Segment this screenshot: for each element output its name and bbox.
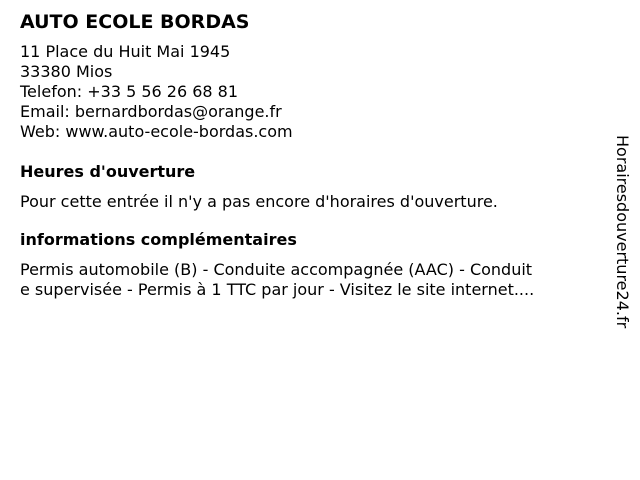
phone-line[interactable]: Telefon: +33 5 56 26 68 81 — [20, 82, 239, 101]
street-address: 11 Place du Huit Mai 1945 — [20, 42, 231, 61]
additional-info-heading: informations complémentaires — [20, 230, 297, 249]
business-card — [20, 10, 600, 300]
additional-info-line-2: e supervisée - Permis à 1 TTC par jour - Visitez le site internet.... — [20, 280, 535, 299]
email-line[interactable]: Email: bernardbordas@orange.fr — [20, 102, 282, 121]
postal-city: 33380 Mios — [20, 62, 113, 81]
business-name: AUTO ECOLE BORDAS — [20, 11, 250, 33]
site-brand-vertical: Horairesdouverture24.fr — [613, 135, 632, 329]
additional-info-text — [20, 260, 600, 300]
opening-hours-text: Pour cette entrée il n'y a pas encore d'horaires d'ouverture. — [20, 192, 498, 211]
website-line[interactable]: Web: www.auto-ecole-bordas.com — [20, 122, 293, 141]
additional-info-line-1: Permis automobile (B) - Conduite accompagnée (AAC) - Conduit — [20, 260, 533, 279]
address-block — [20, 42, 600, 142]
opening-hours-heading: Heures d'ouverture — [20, 162, 196, 181]
